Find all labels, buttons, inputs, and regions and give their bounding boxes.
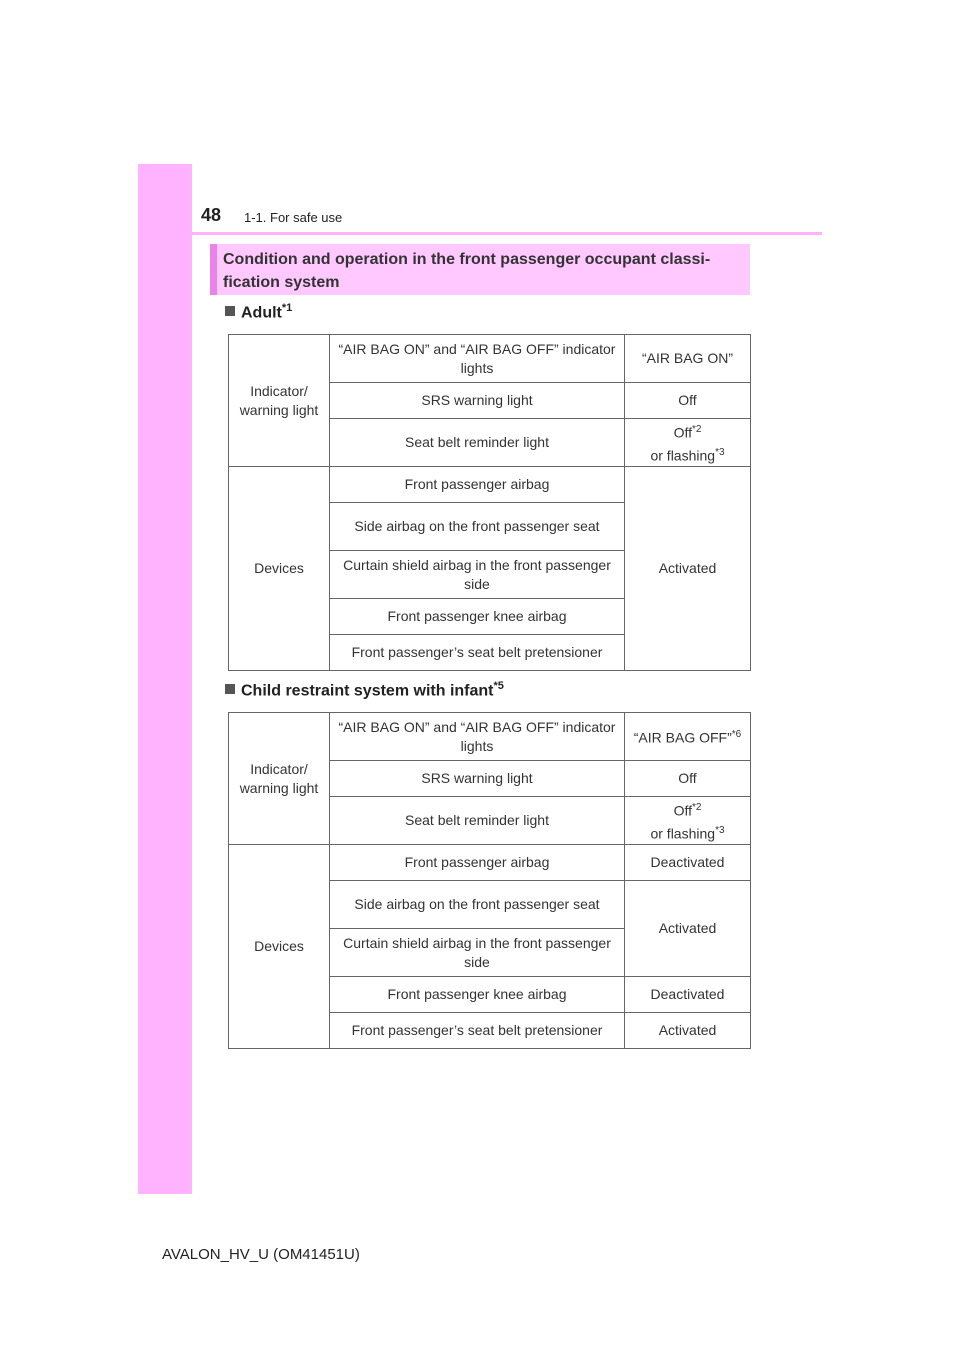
cell: Activated: [625, 1013, 751, 1049]
cell: Side airbag on the front passenger seat: [330, 881, 625, 929]
bullet-square-icon: [225, 684, 235, 694]
cell-text: or flashing: [650, 825, 716, 842]
cell: Front passenger airbag: [330, 467, 625, 503]
table-row: [229, 467, 751, 503]
cell: SRS warning light: [330, 761, 625, 797]
child-table: [228, 712, 751, 1049]
footer-model-code: AVALON_HV_U (OM41451U): [162, 1246, 360, 1263]
child-note: *5: [493, 680, 504, 692]
heading-text: Condition and operation in the front passenger occupant classi-fication system: [223, 251, 711, 291]
cell-text: Off: [673, 424, 692, 441]
cell-text: or flashing: [650, 447, 716, 464]
footnote: *2: [691, 423, 702, 435]
adult-subheading: [225, 302, 292, 322]
adult-title: Adult: [241, 304, 282, 322]
child-subheading: [225, 680, 504, 700]
cell: [625, 797, 751, 845]
cell: Activated: [625, 467, 751, 671]
cell: Front passenger knee airbag: [330, 977, 625, 1013]
bullet-square-icon: [225, 306, 235, 316]
cell: Curtain shield airbag in the front passenger side: [330, 551, 625, 599]
side-tab: [138, 164, 192, 1194]
cell-text: Off: [673, 802, 692, 819]
cell: Deactivated: [625, 845, 751, 881]
footnote: *3: [715, 824, 725, 836]
cell: Front passenger airbag: [330, 845, 625, 881]
cell: [625, 713, 751, 761]
cell: Deactivated: [625, 977, 751, 1013]
devices-label: Devices: [229, 845, 330, 1049]
table-row: [229, 335, 751, 383]
heading-box: [210, 244, 750, 295]
footnote: *2: [691, 801, 702, 813]
header-rule: [138, 232, 822, 235]
adult-table: [228, 334, 751, 671]
indicator-label: Indicator/ warning light: [229, 713, 330, 845]
adult-note: *1: [281, 302, 293, 314]
cell: Front passenger’s seat belt pretensioner: [330, 1013, 625, 1049]
table-row: [229, 845, 751, 881]
cell: “AIR BAG ON”: [625, 335, 751, 383]
cell: SRS warning light: [330, 383, 625, 419]
cell: Side airbag on the front passenger seat: [330, 503, 625, 551]
devices-label: Devices: [229, 467, 330, 671]
cell: Off: [625, 761, 751, 797]
indicator-label: Indicator/ warning light: [229, 335, 330, 467]
cell: Activated: [625, 881, 751, 977]
cell: [625, 419, 751, 467]
cell: Front passenger knee airbag: [330, 599, 625, 635]
footnote: *6: [731, 729, 742, 741]
cell: Curtain shield airbag in the front passenger side: [330, 929, 625, 977]
child-title: Child restraint system with infant: [241, 682, 494, 700]
table-row: [229, 713, 751, 761]
cell: Seat belt reminder light: [330, 797, 625, 845]
page-number: 48: [201, 205, 222, 225]
cell-text: “AIR BAG OFF”: [633, 729, 732, 746]
cell: Front passenger’s seat belt pretensioner: [330, 635, 625, 671]
cell: Off: [625, 383, 751, 419]
cell: “AIR BAG ON” and “AIR BAG OFF” indicator lights: [330, 713, 625, 761]
footnote: *3: [715, 446, 725, 458]
cell: “AIR BAG ON” and “AIR BAG OFF” indicator lights: [330, 335, 625, 383]
cell: Seat belt reminder light: [330, 419, 625, 467]
section-title: 1-1. For safe use: [244, 210, 343, 225]
